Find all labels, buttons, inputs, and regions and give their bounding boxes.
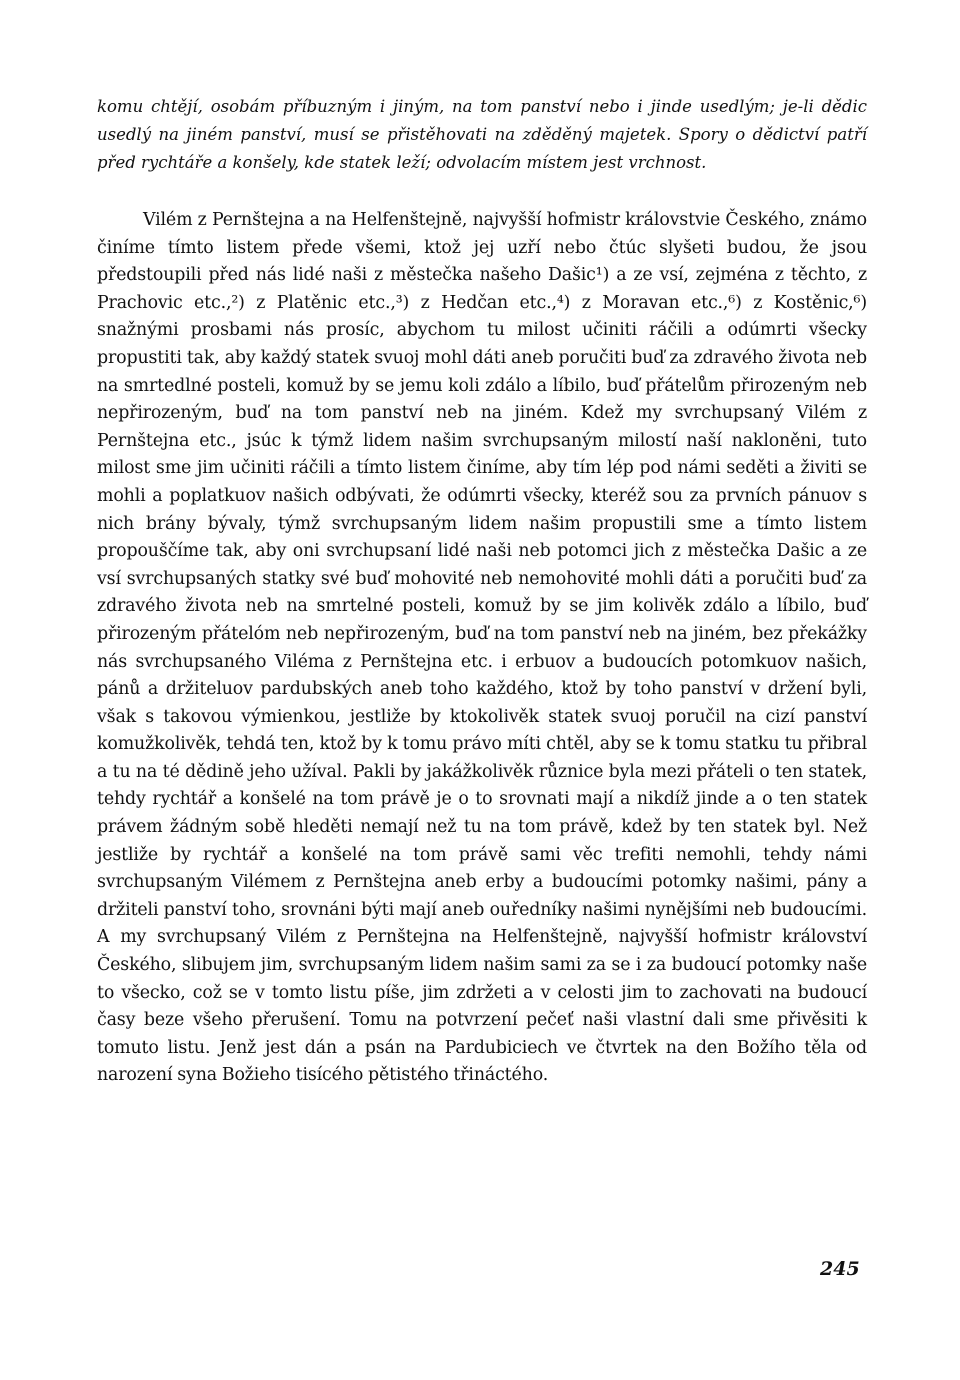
intro-summary-paragraph: komu chtějí, osobám příbuzným i jiným, na tom panství nebo i jinde usedlým; je-li dědic usedlý na jiném panství, musí se přistěhovati na zděděný majetek. Spory o dědictví patří před rychtáře a konšely, kde statek leží; odvolacím místem jest vrchnost.: [97, 97, 867, 172]
document-page: [97, 93, 867, 1090]
page-number: 245: [820, 1258, 860, 1280]
charter-text-paragraph: Vilém z Pernštejna a na Helfenštejně, najvyšší hofmistr královstvie Českého, známo činíme tímto listem přede všemi, ktož jej uzří nebo čtúc slyšeti budou, že jsou předstoupili před nás lidé naši z městečka našeho Dašic¹) a ze vsí, zejména z těchto, z Prachovic etc.,²) z Platěnic etc.,³) z Hedčan etc.,⁴) z Moravan etc.,⁶) z Kostěnic,⁶) snažnými prosbami nás prosíc, abychom tu milost učiniti ráčili a odúmrti všecky propustiti tak, aby každý statek svuoj mohl dáti aneb poručiti buď za zdravého života neb na smrtedlné posteli, komuž by se jemu koli zdálo a líbilo, buď přátelům přirozeným neb nepřirozeným, buď na tom panství neb na jiném. Kdež my svrchupsaný Vilém z Pernštejna etc., jsúc k týmž lidem našim svrchupsaným milostí naší nakloněni, tuto milost sme jim učiniti ráčili a tímto listem činíme, aby tím lép pod námi seděti a živiti se mohli a poplatkuov našich odbývati, že odúmrti všecky, kteréž sou za prvních pánuov s nich brány bývaly, týmž svrchupsaným lidem našim propustili sme a tímto listem propouščíme tak, aby oni svrchupsaní lidé naši neb potomci jich z městečka Dašic a ze vsí svrchupsaných statky své buď mohovité neb nemohovité mohli dáti a poručiti buď za zdravého života neb na smrtelné posteli, komuž by se jim kolivěk zdálo a líbilo, buď přirozeným přátelóm neb nepřirozeným, buď na tom panství neb na jiném, bez překážky nás svrchupsaného Viléma z Pernštejna etc. i erbuov a budoucích potomkuov našich, pánů a držiteluov pardubských aneb toho každého, ktož by toho panství v držení byli, však s takovou výmienkou, jestliže by ktokolivěk statek svuoj poručil na cizí panství komužkolivěk, tehdá ten, ktož by k tomu právo míti chtěl, aby se k tomu statku tu přibral a tu na té dědině jeho užíval. Pakli by jakážkolivěk různice byla mezi přáteli o ten statek, tehdy rychtář a konšelé na tom právě je o to srovnati mají a nikdíž jinde a o ten statek právem žádným sobě hleděti nemají než tu na tom právě, kdež by ten statek byl. Než jestliže by rychtář a konšelé na tom právě sami věc trefiti nemohli, tehdy námi svrchupsaným Vilémem z Pernštejna aneb erby a budoucími potomky našimi, pány a držiteli panství toho, srovnáni býti mají aneb ouředníky našimi nynějšími neb budoucími. A my svrchupsaný Vilém z Pernštejna na Helfenštejně, najvyšší hofmistr království Českého, slibujem jim, svrchupsaným lidem našim sami za se i za budoucí potomky naše to všecko, což se v tomto listu píše, jim zdržeti a v celosti jim to zachovati na budoucí časy beze všeho přerušení. Tomu na potvrzení pečeť naši vlastní dali sme přivěsiti k tomuto listu. Jenž jest dán a psán na Pardubiciech ve čtvrtek na den Božího těla od narození syna Božieho tisícého pětistého třináctého.: [97, 210, 867, 1086]
